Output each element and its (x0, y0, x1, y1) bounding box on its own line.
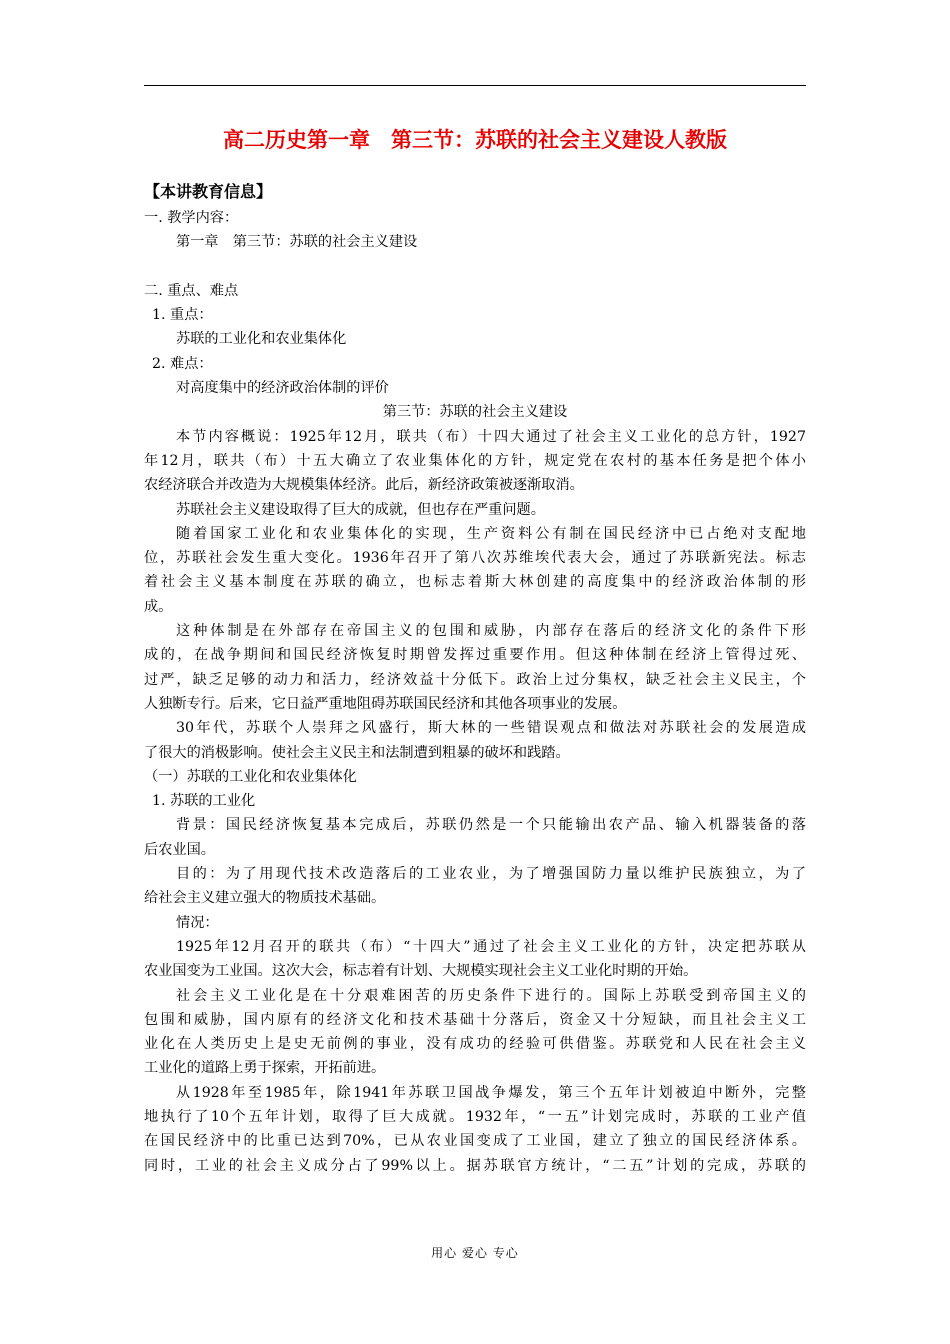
text-line: 了很大的消极影响。使社会主义民主和法制遭到粗暴的破坏和践踏。 (144, 744, 570, 761)
text-line: 人独断专行。后来，它日益严重地阻碍苏联国民经济和其他各项事业的发展。 (144, 695, 627, 712)
text-line: 在国民经济中的比重已达到70%，已从农业国变成了工业国，建立了独立的国民经济体系。 (144, 1133, 806, 1150)
text-line: 第一章 第三节：苏联的社会主义建设 (176, 234, 418, 251)
document-title: 高二历史第一章 第三节：苏联的社会主义建设人教版 (223, 128, 727, 152)
text-line: 年12月，联共（布）十五大确立了农业集体化的方针，规定党在农村的基本任务是把个体小 (144, 452, 806, 469)
text-line: 后农业国。 (144, 841, 215, 858)
document-body (144, 206, 806, 1178)
text-line: 1. 重点： (152, 307, 213, 324)
text-line: 情况： (176, 914, 219, 931)
text-line: 2. 难点： (152, 355, 213, 372)
text-line: 随着国家工业化和农业集体化的实现，生产资料公有制在国民经济中已占绝对支配地 (176, 525, 806, 542)
text-line: 背景：国民经济恢复基本完成后，苏联仍然是一个只能输出农产品、输入机器装备的落 (176, 817, 806, 834)
text-line: 着社会主义基本制度在苏联的确立，也标志着斯大林创建的高度集中的经济政治体制的形 (144, 574, 806, 591)
text-line: 1. 苏联的工业化 (152, 793, 256, 810)
text-line: 社会主义工业化是在十分艰难困苦的历史条件下进行的。国际上苏联受到帝国主义的 (176, 987, 806, 1004)
text-line: 这种体制是在外部存在帝国主义的包围和威胁，内部存在落后的经济文化的条件下形 (176, 623, 806, 640)
text-line: 同时，工业的社会主义成分占了99%以上。据苏联官方统计，“二五”计划的完成，苏联的 (144, 1157, 806, 1174)
text-line: 业化在人类历史上是史无前例的事业，没有成功的经验可供借鉴。苏联党和人民在社会主义 (144, 1036, 806, 1053)
blank-line (144, 255, 806, 279)
section-heading: 【本讲教育信息】 (144, 182, 273, 201)
text-line: 过严，缺乏足够的动力和活力，经济效益十分低下。政治上过分集权，缺乏社会主义民主，个 (144, 671, 806, 688)
header-rule (144, 85, 806, 86)
text-line: 从1928年至1985年，除1941年苏联卫国战争爆发，第三个五年计划被迫中断外，完整 (176, 1084, 806, 1101)
text-line: 地执行了10个五年计划，取得了巨大成就。1932年，“一五”计划完成时，苏联的工业产值 (144, 1108, 806, 1125)
text-line: 成。 (144, 598, 173, 615)
text-line: 1925年12月召开的联共（布）“十四大”通过了社会主义工业化的方针，决定把苏联从 (176, 938, 806, 955)
text-line: 对高度集中的经济政治体制的评价 (176, 380, 389, 397)
text-line: 苏联的工业化和农业集体化 (176, 331, 347, 348)
subsection-title: 第三节：苏联的社会主义建设 (382, 404, 568, 421)
text-line: 二. 重点、难点 (144, 282, 239, 299)
page-footer: 用心 爱心 专心 (431, 1246, 519, 1260)
text-line: （一）苏联的工业化和农业集体化 (144, 768, 357, 785)
text-line: 一. 教学内容： (144, 210, 239, 226)
text-line: 30年代，苏联个人崇拜之风盛行，斯大林的一些错误观点和做法对苏联社会的发展造成 (176, 720, 806, 737)
text-line: 工业化的道路上勇于探索，开拓前进。 (144, 1060, 386, 1077)
text-line: 本节内容概说：1925年12月，联共（布）十四大通过了社会主义工业化的总方针，1927 (176, 428, 806, 445)
text-line: 农业国变为工业国。这次大会，标志着有计划、大规模实现社会主义工业化时期的开始。 (144, 963, 698, 980)
text-line: 包围和威胁，国内原有的经济文化和技术基础十分落后，资金又十分短缺，而且社会主义工 (144, 1011, 806, 1028)
text-line: 目的：为了用现代技术改造落后的工业农业，为了增强国防力量以维护民族独立，为了 (176, 866, 806, 883)
text-line: 位，苏联社会发生重大变化。1936年召开了第八次苏维埃代表大会，通过了苏联新宪法。标志 (144, 550, 806, 567)
text-line: 给社会主义建立强大的物质技术基础。 (144, 890, 386, 907)
text-line: 苏联社会主义建设取得了巨大的成就，但也存在严重问题。 (176, 501, 545, 518)
text-line: 成的，在战争期间和国民经济恢复时期曾发挥过重要作用。但这种体制在经济上管得过死、 (144, 647, 806, 664)
text-line: 农经济联合并改造为大规模集体经济。此后，新经济政策被逐渐取消。 (144, 477, 584, 494)
